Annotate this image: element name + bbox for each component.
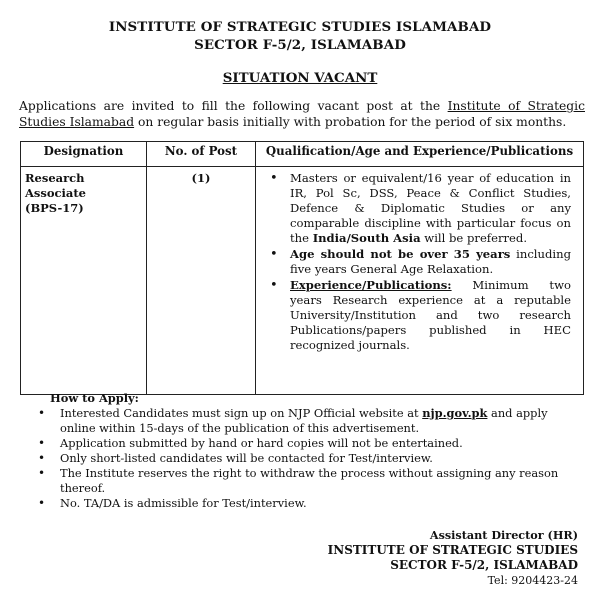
list-item: • The Institute reserves the right to withdraw the process without assigning any reason thereof. (60, 466, 585, 496)
q1-end: will be preferred. (420, 231, 528, 245)
signature-block (328, 528, 578, 588)
institute-link: Institute of Strategic Studies Islamabad (19, 99, 585, 129)
how-item1-post: and apply online within 15-days of the publication of this advertisement. (60, 406, 548, 435)
header-designation: Designation (21, 142, 147, 167)
how-to-apply-list (30, 406, 585, 511)
header-qualification: Qualification/Age and Experience/Publications (256, 142, 584, 167)
signatory-institute: INSTITUTE OF STRATEGIC STUDIES (327, 543, 578, 557)
designation-title: Research Associate (25, 171, 86, 200)
vacancy-table (20, 141, 584, 395)
list-item: • No. TA/DA is admissible for Test/interview. (60, 496, 585, 511)
qualification-cell (256, 167, 584, 395)
how-to-apply-section (30, 391, 585, 511)
signatory-title: Assistant Director (HR) (429, 528, 578, 542)
how-item1-pre: Interested Candidates must sign up on NJP Official website at (60, 406, 423, 420)
list-item (290, 171, 571, 246)
q1-text: Masters or equivalent/16 year of education in IR, Pol Sc, DSS, Peace & Conflict Studies, Defence & Diplomatic Studies or any comparable discipline with particular focus on the (290, 171, 571, 245)
list-item: • Only short-listed candidates will be contacted for Test/interview. (60, 451, 585, 466)
q3-bold: Experience/Publications: (290, 278, 452, 292)
designation-grade: (BPS-17) (25, 201, 84, 215)
list-item: • Application submitted by hand or hard copies will not be entertained. (60, 436, 585, 451)
page-title (0, 70, 600, 86)
how-to-apply-title: How to Apply: (50, 391, 139, 405)
signatory-phone: Tel: 9204423-24 (487, 574, 578, 587)
q3-text: Minimum two years Research experience at a reputable University/Institution and two research Publications/papers published in HEC recognized journals. (290, 278, 571, 352)
posts-cell (147, 167, 256, 395)
qualification-list (260, 171, 579, 353)
designation-cell (21, 167, 147, 395)
intro-paragraph (19, 98, 585, 130)
table-header-row (21, 142, 584, 167)
table-row (21, 167, 584, 395)
njp-link[interactable]: njp.gov.pk (422, 406, 488, 420)
title-text: SITUATION VACANT (222, 70, 378, 86)
header-address: SECTOR F-5/2, ISLAMABAD (194, 37, 406, 53)
posts-count: (1) (191, 171, 211, 185)
q2-bold: Age should not be over 35 years (290, 247, 511, 261)
list-item (60, 406, 585, 436)
header-no-of-post: No. of Post (147, 142, 256, 167)
q1-bold: India/South Asia (312, 231, 421, 245)
intro-pre: Applications are invited to fill the following vacant post at the (19, 99, 448, 113)
signatory-address: SECTOR F-5/2, ISLAMABAD (390, 558, 578, 572)
intro-post: on regular basis initially with probation for the period of six months. (134, 115, 567, 129)
header-institute-name: INSTITUTE OF STRATEGIC STUDIES ISLAMABAD (108, 19, 492, 35)
q2-text: including five years General Age Relaxation. (290, 247, 571, 276)
list-item (290, 247, 571, 277)
list-item (290, 278, 571, 353)
